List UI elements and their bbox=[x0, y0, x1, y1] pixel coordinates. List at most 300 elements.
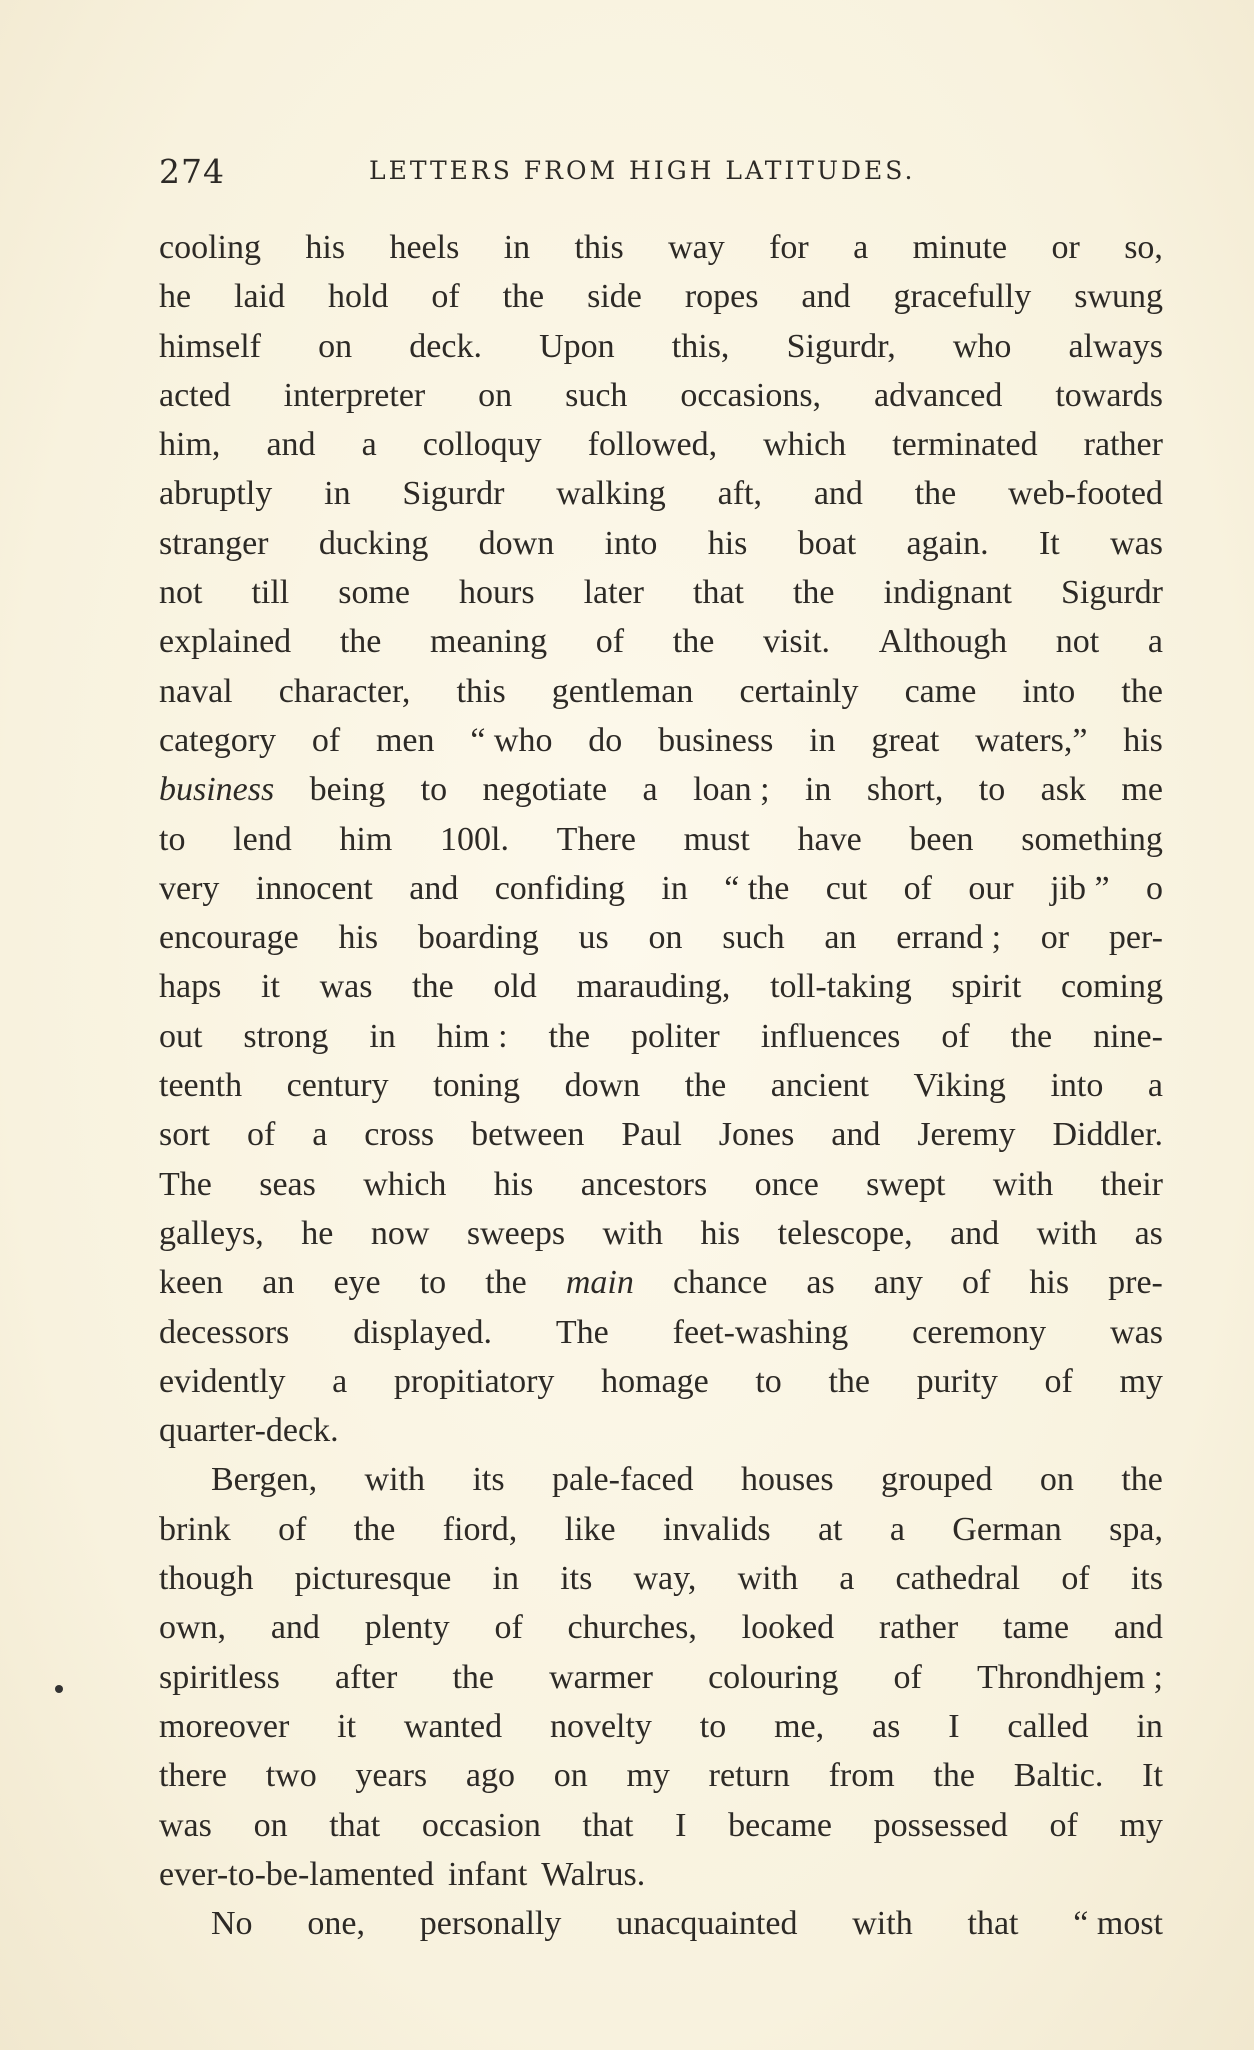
word: Paul bbox=[621, 1116, 682, 1154]
word: indignant bbox=[883, 574, 1012, 612]
word: or bbox=[1040, 919, 1070, 957]
word: that bbox=[693, 574, 744, 612]
word: ropes bbox=[684, 278, 759, 316]
word: lend bbox=[233, 820, 292, 858]
word: short, bbox=[866, 771, 944, 809]
word: Jeremy bbox=[917, 1116, 1016, 1154]
word: walking bbox=[556, 475, 666, 513]
word: tame bbox=[1002, 1609, 1070, 1647]
word: an bbox=[824, 919, 857, 957]
word: swept bbox=[866, 1165, 946, 1203]
word: was bbox=[1110, 524, 1163, 562]
word: I bbox=[948, 1707, 960, 1745]
word: and bbox=[813, 475, 863, 513]
word: cross bbox=[364, 1116, 435, 1154]
word: into bbox=[1050, 1067, 1104, 1105]
word: encourage bbox=[159, 919, 299, 957]
word: again. bbox=[906, 524, 989, 562]
word: fiord, bbox=[442, 1510, 518, 1548]
word: on bbox=[318, 327, 353, 365]
word: in bbox=[809, 721, 836, 759]
word: the bbox=[485, 1264, 527, 1302]
word: its bbox=[560, 1560, 593, 1598]
word: he bbox=[159, 278, 192, 316]
text-line bbox=[159, 1012, 1163, 1061]
word: sort bbox=[159, 1116, 210, 1154]
word: there bbox=[159, 1757, 227, 1795]
word: boat bbox=[797, 524, 857, 562]
text-line bbox=[159, 913, 1163, 962]
word: main bbox=[565, 1264, 634, 1302]
word: certainly bbox=[739, 672, 859, 710]
word: haps bbox=[159, 968, 222, 1006]
text-line bbox=[159, 1455, 1163, 1504]
page-number: 274 bbox=[159, 152, 225, 191]
word: Walrus. bbox=[541, 1855, 646, 1893]
word: acted bbox=[159, 376, 231, 414]
word: himself bbox=[159, 327, 261, 365]
word: his bbox=[493, 1165, 534, 1203]
word: not bbox=[1055, 623, 1100, 661]
word: great bbox=[871, 721, 940, 759]
text-line bbox=[159, 1554, 1163, 1603]
word: ever-to-be-lamented bbox=[159, 1855, 434, 1893]
word: being bbox=[309, 771, 386, 809]
text-line bbox=[159, 1899, 1163, 1948]
word: a bbox=[889, 1510, 905, 1548]
word: evidently bbox=[159, 1362, 286, 1400]
text-line bbox=[159, 223, 1163, 272]
word: possessed bbox=[873, 1806, 1008, 1844]
word: on bbox=[478, 376, 513, 414]
word: return bbox=[708, 1757, 790, 1795]
text-line bbox=[159, 1209, 1163, 1258]
word: Sigurdr bbox=[1060, 574, 1163, 612]
word: to bbox=[419, 1264, 447, 1302]
word: he bbox=[301, 1214, 334, 1252]
word: ducking bbox=[318, 524, 429, 562]
word: such bbox=[722, 919, 785, 957]
word: looked bbox=[741, 1609, 835, 1647]
word: minute bbox=[912, 229, 1008, 266]
text-line bbox=[159, 1160, 1163, 1209]
word: gracefully bbox=[893, 278, 1032, 316]
word: an bbox=[262, 1264, 295, 1302]
word: our bbox=[968, 869, 1014, 907]
word: have bbox=[797, 820, 862, 858]
word: who bbox=[952, 327, 1012, 365]
word: Throndhjem ; bbox=[976, 1658, 1163, 1696]
word: Bergen, bbox=[211, 1461, 318, 1499]
word: politer bbox=[630, 1017, 720, 1055]
word: Although bbox=[878, 623, 1008, 661]
word: very bbox=[159, 869, 220, 907]
word: interpreter bbox=[283, 376, 426, 414]
text-line bbox=[159, 1801, 1163, 1850]
word: No bbox=[211, 1905, 253, 1943]
word: once bbox=[754, 1165, 819, 1203]
word: the bbox=[684, 1067, 727, 1105]
word: strong bbox=[243, 1017, 329, 1055]
word: a bbox=[361, 426, 377, 464]
word: of bbox=[893, 1658, 922, 1696]
text-line bbox=[159, 519, 1163, 568]
word: with bbox=[852, 1905, 913, 1943]
word: 100l. bbox=[440, 820, 509, 858]
word: the bbox=[828, 1362, 870, 1400]
word: century bbox=[286, 1067, 389, 1105]
word: occasions, bbox=[680, 376, 822, 414]
word: and bbox=[801, 278, 851, 316]
word: always bbox=[1068, 327, 1163, 365]
word: per- bbox=[1108, 919, 1163, 957]
word: him : bbox=[436, 1017, 508, 1055]
word: in bbox=[503, 229, 531, 266]
word: into bbox=[1022, 672, 1076, 710]
word: my bbox=[1119, 1806, 1163, 1844]
word: though bbox=[159, 1560, 254, 1598]
word: of bbox=[494, 1609, 523, 1647]
word: explained bbox=[159, 623, 292, 661]
word: was bbox=[319, 968, 373, 1006]
text-line bbox=[159, 815, 1163, 864]
word: came bbox=[904, 672, 977, 710]
word: o bbox=[1145, 869, 1163, 907]
word: propitiatory bbox=[393, 1362, 555, 1400]
word: rather bbox=[1083, 426, 1163, 464]
word: of bbox=[941, 1017, 970, 1055]
word: galleys, bbox=[159, 1214, 264, 1252]
word: till bbox=[251, 574, 290, 612]
word: toning bbox=[433, 1067, 521, 1105]
word: infant bbox=[447, 1855, 528, 1893]
word: to bbox=[420, 771, 448, 809]
word: errand ; bbox=[896, 919, 1002, 957]
body-text bbox=[159, 223, 1163, 1948]
text-line bbox=[159, 272, 1163, 321]
word: in bbox=[492, 1560, 519, 1598]
word: us bbox=[578, 919, 609, 957]
word: do bbox=[588, 721, 623, 759]
word: became bbox=[728, 1806, 832, 1844]
word: picturesque bbox=[294, 1560, 452, 1598]
word: laid bbox=[234, 278, 286, 316]
word: quarter-deck. bbox=[159, 1412, 339, 1450]
text-line bbox=[159, 716, 1163, 765]
word: the bbox=[353, 1510, 396, 1548]
word: not bbox=[159, 574, 203, 612]
word: stranger bbox=[159, 524, 269, 562]
word: old bbox=[493, 968, 537, 1006]
word: It bbox=[1038, 524, 1060, 562]
word: decessors bbox=[159, 1313, 290, 1351]
word: abruptly bbox=[159, 475, 273, 513]
running-head bbox=[159, 152, 1159, 192]
text-line bbox=[159, 667, 1163, 716]
text-line bbox=[159, 1406, 1163, 1455]
word: negotiate bbox=[482, 771, 608, 809]
word: purity bbox=[916, 1362, 998, 1400]
word: down bbox=[478, 524, 555, 562]
text-line bbox=[159, 1653, 1163, 1702]
word: business bbox=[159, 771, 275, 809]
word: been bbox=[909, 820, 974, 858]
word: this bbox=[456, 672, 506, 710]
word: to bbox=[978, 771, 1006, 809]
word: influences bbox=[760, 1017, 901, 1055]
word: that bbox=[967, 1905, 1019, 1943]
word: keen bbox=[159, 1264, 224, 1302]
word: displayed. bbox=[353, 1313, 492, 1351]
word: I bbox=[675, 1806, 687, 1844]
text-line bbox=[159, 420, 1163, 469]
word: his bbox=[1029, 1264, 1070, 1302]
word: Upon bbox=[539, 327, 615, 365]
word: cathedral bbox=[895, 1560, 1021, 1598]
word: meaning bbox=[430, 623, 548, 661]
word: “ the bbox=[724, 869, 790, 907]
word: coming bbox=[1060, 968, 1163, 1006]
word: spa, bbox=[1109, 1510, 1163, 1548]
word: confiding bbox=[494, 869, 626, 907]
word: was bbox=[1110, 1313, 1163, 1351]
word: innocent bbox=[255, 869, 373, 907]
text-line bbox=[159, 864, 1163, 913]
word: Baltic. bbox=[1013, 1757, 1104, 1795]
word: advanced bbox=[874, 376, 1003, 414]
word: the bbox=[452, 1658, 494, 1696]
word: a bbox=[642, 771, 658, 809]
word: between bbox=[471, 1116, 585, 1154]
word: Sigurdr bbox=[402, 475, 505, 513]
word: which bbox=[763, 426, 847, 464]
word: seas bbox=[259, 1165, 316, 1203]
word: pale-faced bbox=[552, 1461, 694, 1499]
word: the bbox=[792, 574, 835, 612]
word: him, bbox=[159, 426, 221, 464]
word: pre- bbox=[1108, 1264, 1163, 1302]
word: a bbox=[839, 1560, 855, 1598]
word: deck. bbox=[409, 327, 482, 365]
word: cooling bbox=[159, 229, 261, 266]
word: it bbox=[261, 968, 280, 1006]
word: It bbox=[1142, 1757, 1163, 1795]
word: Diddler. bbox=[1052, 1116, 1163, 1154]
word: the bbox=[1121, 1461, 1163, 1499]
word: aft, bbox=[717, 475, 762, 513]
word: the bbox=[933, 1757, 975, 1795]
word: moreover bbox=[159, 1707, 290, 1745]
word: Jones bbox=[718, 1116, 795, 1154]
word: his bbox=[338, 919, 379, 957]
text-line bbox=[159, 1061, 1163, 1110]
word: the bbox=[502, 278, 545, 316]
text-line bbox=[159, 322, 1163, 371]
word: ancient bbox=[770, 1067, 869, 1105]
word: was bbox=[159, 1806, 212, 1844]
word: swung bbox=[1074, 278, 1163, 316]
word: eye bbox=[333, 1264, 381, 1302]
word: must bbox=[683, 820, 750, 858]
word: own, bbox=[159, 1609, 227, 1647]
word: me bbox=[1121, 771, 1163, 809]
word: of bbox=[1061, 1560, 1090, 1598]
text-line bbox=[159, 1110, 1163, 1159]
word: novelty bbox=[549, 1707, 652, 1745]
word: boarding bbox=[417, 919, 539, 957]
word: like bbox=[564, 1510, 616, 1548]
word: telescope, bbox=[777, 1214, 913, 1252]
word: with bbox=[992, 1165, 1054, 1203]
word: from bbox=[828, 1757, 895, 1795]
word: with bbox=[737, 1560, 799, 1598]
text-line bbox=[159, 1505, 1163, 1554]
word: in bbox=[804, 771, 832, 809]
word: me, bbox=[774, 1707, 825, 1745]
text-line bbox=[159, 1308, 1163, 1357]
word: ago bbox=[465, 1757, 515, 1795]
word: of bbox=[278, 1510, 307, 1548]
word: hours bbox=[459, 574, 535, 612]
word: the bbox=[412, 968, 454, 1006]
word: teenth bbox=[159, 1067, 243, 1105]
word: that bbox=[329, 1806, 381, 1844]
word: nine- bbox=[1093, 1017, 1163, 1055]
word: plenty bbox=[364, 1609, 450, 1647]
word: “ who bbox=[470, 721, 553, 759]
word: colloquy bbox=[422, 426, 542, 464]
word: gentleman bbox=[551, 672, 694, 710]
word: cut bbox=[825, 869, 868, 907]
word: something bbox=[1021, 820, 1163, 858]
word: with bbox=[1036, 1214, 1098, 1252]
word: my bbox=[1119, 1362, 1163, 1400]
word: after bbox=[335, 1658, 398, 1696]
word: the bbox=[1010, 1017, 1053, 1055]
text-line bbox=[159, 1751, 1163, 1800]
word: of bbox=[431, 278, 460, 316]
word: way, bbox=[633, 1560, 697, 1598]
word: character, bbox=[278, 672, 411, 710]
word: now bbox=[370, 1214, 430, 1252]
word: its bbox=[1130, 1560, 1163, 1598]
text-line bbox=[159, 765, 1163, 814]
word: a bbox=[1147, 623, 1163, 661]
text-line bbox=[159, 1702, 1163, 1751]
word: this, bbox=[671, 327, 730, 365]
word: heels bbox=[389, 229, 460, 266]
text-line bbox=[159, 1357, 1163, 1406]
word: as bbox=[872, 1707, 901, 1745]
text-line bbox=[159, 1258, 1163, 1307]
word: his bbox=[1123, 721, 1163, 759]
word: and bbox=[1113, 1609, 1163, 1647]
word: at bbox=[817, 1510, 843, 1548]
word: as bbox=[806, 1264, 835, 1302]
word: in bbox=[1136, 1707, 1163, 1745]
word: a bbox=[332, 1362, 348, 1400]
word: of bbox=[246, 1116, 276, 1154]
word: such bbox=[565, 376, 628, 414]
word: the bbox=[1121, 672, 1163, 710]
word: hold bbox=[327, 278, 389, 316]
word: out bbox=[159, 1017, 203, 1055]
word: occasion bbox=[421, 1806, 541, 1844]
word: and bbox=[950, 1214, 1000, 1252]
word: unacquainted bbox=[616, 1905, 798, 1943]
word: way bbox=[668, 229, 725, 266]
word: sweeps bbox=[466, 1214, 566, 1252]
text-line bbox=[159, 371, 1163, 420]
word: colouring bbox=[708, 1658, 839, 1696]
word: his bbox=[700, 1214, 741, 1252]
word: with bbox=[364, 1461, 425, 1499]
word: men bbox=[375, 721, 435, 759]
word: of bbox=[961, 1264, 991, 1302]
word: houses bbox=[741, 1461, 834, 1499]
word: German bbox=[952, 1510, 1062, 1548]
word: years bbox=[355, 1757, 428, 1795]
word: a bbox=[312, 1116, 328, 1154]
word: his bbox=[707, 524, 748, 562]
word: Viking bbox=[913, 1067, 1006, 1105]
word: called bbox=[1007, 1707, 1089, 1745]
word: The bbox=[159, 1165, 212, 1203]
word: as bbox=[1134, 1214, 1163, 1252]
word: toll-taking bbox=[770, 968, 912, 1006]
word: on bbox=[1039, 1461, 1074, 1499]
word: of bbox=[311, 721, 341, 759]
word: personally bbox=[419, 1905, 562, 1943]
word: towards bbox=[1055, 376, 1163, 414]
word: in bbox=[324, 475, 351, 513]
word: that bbox=[582, 1806, 634, 1844]
word: so, bbox=[1124, 229, 1163, 266]
word: on bbox=[648, 919, 683, 957]
word: spirit bbox=[951, 968, 1022, 1006]
word: category bbox=[159, 721, 277, 759]
word: the bbox=[914, 475, 957, 513]
word: with bbox=[602, 1214, 663, 1252]
word: web-footed bbox=[1008, 475, 1163, 513]
word: homage bbox=[601, 1362, 709, 1400]
word: the bbox=[672, 623, 715, 661]
word: a bbox=[853, 229, 869, 266]
word: for bbox=[769, 229, 809, 266]
word: and bbox=[409, 869, 459, 907]
word: followed, bbox=[587, 426, 718, 464]
text-line bbox=[159, 617, 1163, 666]
word: which bbox=[363, 1165, 447, 1203]
word: their bbox=[1100, 1165, 1163, 1203]
word: marauding, bbox=[576, 968, 731, 1006]
word: the bbox=[548, 1017, 591, 1055]
word: jib ” bbox=[1050, 869, 1110, 907]
word: rather bbox=[878, 1609, 959, 1647]
word: to bbox=[699, 1707, 727, 1745]
word: of bbox=[595, 623, 625, 661]
word: warmer bbox=[549, 1658, 653, 1696]
word: feet-washing bbox=[672, 1313, 849, 1351]
word: it bbox=[337, 1707, 357, 1745]
word: business bbox=[658, 721, 774, 759]
word: visit. bbox=[762, 623, 831, 661]
word: side bbox=[587, 278, 642, 316]
word: waters,” bbox=[975, 721, 1088, 759]
word: of bbox=[1044, 1362, 1073, 1400]
word: “ most bbox=[1073, 1905, 1163, 1943]
word: my bbox=[626, 1757, 670, 1795]
